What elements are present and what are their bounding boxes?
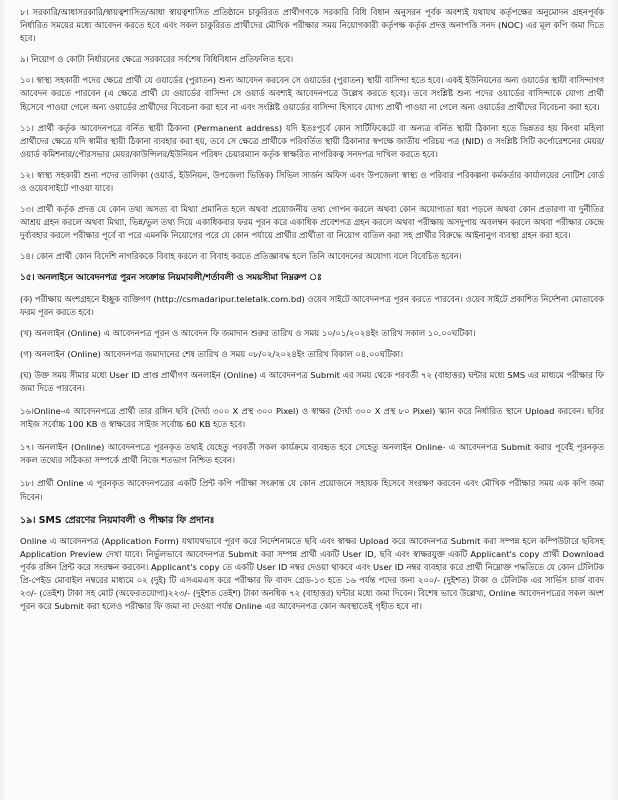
clause-13: ১৩। প্রার্থী কর্তৃক প্রদত্ত যে কোন তথ্য অসত্য বা মিথ্যা প্রমানিত হলে অথবা প্রয়োজনীয় তথ্য গোপন করলে অথবা কোন অযোগ্যতা ধরা পড়লে অথবা কোন প্রতারণা বা দুর্নীতির আশ্রয় গ্রহন করলে অথবা মিথ্যা, ভিন্ন/ভুল তথ্য দিয়ে একাধিকবার ফরম পূরন করে একাধিক প্রবেশপত্র গ্রহন করলে অথবা পরীক্ষায় অসদুপায় অবলম্বন করলে অথবা পরীক্ষার কেন্দ্রে দুর্ব্যবহার করলে পরীক্ষার পূর্বে বা পরে এমনকি নিয়োগের পরে যে কোন পর্যায়ে প্রার্থীর প্রার্থীতা বা নিয়োগ বাতিল করা সহ প্রার্থীর বিরুদ্ধে আইনানুগ ব্যবস্থা গ্রহন করা হবে। xyxy=(20,204,604,241)
clause-15-kha: (খ) অনলাইন (Online) এ আবেদনপত্র পূরন ও আবেদন ফি জমাদান শুরুর তারিখ ও সময় ১০/০১/২০২৪ইং তারিখ সকাল ১০.০০ঘটিকা। xyxy=(20,327,476,338)
clause-15-gha: (ঘ) উক্ত সময় সীমার মধ্যে User ID প্রাপ্ত প্রার্থীগণ অনলাইন (Online) এ আবেদনপত্র Submit এর সময় থেকে পরবর্তী ৭২ (বাহাত্তর) ঘন্টার মধ্যে SMS এর মাধ্যমে পরীক্ষার ফি জমা দিতে পারবেন। xyxy=(20,369,604,393)
clause-10: ১০। স্বাস্থ্য সহকারী পদের ক্ষেত্রে প্রার্থী যে ওয়ার্ডের (পুরাতন) শুন্য আবেদন করবেন সে ওয়ার্ডের (পুরাতন) স্থায়ী বাসিন্দা হতে হবে। একই ইউনিয়নের অন্য ওয়ার্ডের স্থায়ী বাসিন্দাগণ আবেদন করতে পারবেন (এ ক্ষেত্রে প্রার্থী যে ওয়ার্ডের বাসিন্দা সে ওয়ার্ড অবশ্যই আবেদনপত্রে উল্লেখ করতে হবে)। তবে সংশ্লিষ্ট শুন্য পদের ওয়ার্ডের বাসিন্দাকে যোগ্য প্রার্থী হিসেবে পাওয়া গেলে অন্য ওয়ার্ডের প্রার্থীদের বিবেচনা করা হবে না এবং সংশ্লিষ্ট ওয়ার্ডের বাসিন্দা হিসাবে যোগ্য প্রার্থী পাওয়া না গেলে অন্য ওয়ার্ডের প্রার্থীদের বিবেচনা করা হবে। xyxy=(20,75,604,112)
clause-15-ka: (ক) পরীক্ষায় অংশগ্রহনে ইচ্ছুক ব্যক্তিগণ (http://csmadaripur.teletalk.com.bd) ওয়েব সাইটে আবেদনপত্র পূরন করতে পারবেন। ওয়েব সাইটে প্রকাশিত নির্দেশনা মোতাবেক ফরম পূরন করতে হবে। xyxy=(20,293,604,317)
clause-17: ১৭। অনলাইন (Online) আবেদনপত্রে পূরনকৃত তথ্যই যেহেতু পরবর্তী সকল কার্যক্রমে ব্যবহৃত হবে সেহেতু অনলাইন Online- এ আবেদনপত্র Submit করার পূর্বেই পূরনকৃত সকল তথ্যের সঠিকতা সম্পর্কে প্রার্থী নিজে শতভাগ নিশ্চিত হবেন। xyxy=(20,442,604,466)
clause-19-body: Online এ আবেদনপত্র (Application Form) যথাযথভাবে পূরণ করে নির্দেশনামতে ছবি এবং স্বাক্ষর Upload করে আবেদনপত্র Submit করা সম্পন্ন হলে কম্পিউটারে ছবিসহ Application Preview দেখা যাবে। নির্ভুলভাবে আবেদনপত্র Submit করা সম্পন্ন প্রার্থী একটি User ID, ছবি এবং স্বাক্ষরযুক্ত একটি Applicant's copy প্রার্থী Download পূর্বক রঙ্গিন প্রিন্ট করে সংরক্ষন করবেন। Applicant's copy তে একটি User ID নম্বর দেওয়া থাকবে এবং User ID নম্বর ব্যবহার করে প্রার্থী নিম্নোক্ত পদ্ধতিতে যে কোন টেলিটক প্রি-পেইড মোবাইল নম্বরের মাধ্যমে ০২ (দুই) টি এসএমএস করে পরীক্ষার ফি বাবদ গ্রেড-১৩ হতে ১৬ পর্যন্ত পদের জন্য ২০০/- (দুইশত) টাকা ও টেলিটক এর সার্ভিস চার্জ বাবদ ২৩/- (তেইশ) টাকা সহ মোট (অফেরতযোগ্য)২২৩/- (দুইশত তেইশ) টাকা অনধিক ৭২ (বাহাত্তর) ঘন্টার মধ্যে জমা দিবেন। বিশেষ ভাবে উল্লেখ্য, Online আবেদনপত্রের সকল অংশ পূরন করে Submit করা হলেও পরীক্ষার ফি জমা না দেওয়া পর্যন্ত Online এর আবেদনপত্র কোন অবস্থাতেই গৃহীত হবে না। xyxy=(20,535,604,612)
clause-18: ১৮। প্রার্থী Online এ পূরনকৃত আবেদনপত্রের একটি প্রিন্ট কপি পরীক্ষা সংক্রান্ত যে কোন প্রয়োজনে সহায়ক হিসেবে সংরক্ষণ করবেন এবং মৌখিক পরীক্ষার সময় এক কপি জমা দিবেন। xyxy=(20,478,604,502)
clause-15-ga: (গ) অনলাইন (Online) আবেদনপত্র জমাদানের শেষ তারিখ ও সময় ০৮/০২/২০২৪ইং তারিখ বিকাল ০৪.০০ঘটিকা। xyxy=(20,348,404,359)
clause-12: ১২। স্বাস্থ্য সহকারী শুন্য পদের তালিকা (ওয়ার্ড, ইউনিয়ন, উপজেলা ভিত্তিক) সিভিল সার্জন অফিস এবং উপজেলা স্বাস্থ্য ও পরিবার পরিকল্পনা কর্মকর্তার কার্যালয়ের নোটিশ বোর্ড ও ওয়েবসাইটে পাওয়া যাবে। xyxy=(20,169,604,194)
clause-16: ১৬।Online-এ আবেদনপত্রে প্রার্থী তার রঙ্গিন ছবি (দৈর্ঘ্য ৩০০ X প্রস্থ ৩০০ Pixel) ও স্বাক্ষর (দৈর্ঘ্য ৩০০ X প্রস্থ ৮০ Pixel) স্ক্যান করে নির্ধারিত স্থানে Upload করবেন। ছবির সাইজ সর্বোচ্চ 100 KB ও স্বাক্ষরের সাইজ সর্বোচ্চ 60 KB হতে হবে। xyxy=(20,406,604,430)
clause-11: ১১। প্রার্থী কর্তৃক আবেদনপত্রে বর্নিত স্থায়ী ঠিকানা (Permanent address) যদি ইতঃপূর্বে কোন সার্টিফিকেটে বা অন্যত্র বর্নিত স্থায়ী ঠিকানা হতে ভিন্নতর হয় কিংবা মহিলা প্রার্থীদের ক্ষেত্রে যদি স্বামীর স্থায়ী ঠিকানা ব্যবহার করা হয়, তবে সে ক্ষেত্রে প্রার্থীকে পরিবর্তিত স্থায়ী ঠিকানার স্বপক্ষে জাতীয় পরিচয় পত্র (NID) ও সংশ্লিষ্ট সিটি কর্পোরেশনের মেয়র/ওয়ার্ড কমিশনার/পৌরসভার মেয়র/কাউন্সিলর/ইউনিয়ন পরিষদ চেয়ারম্যান কর্তৃক স্বাক্ষরিত নাগরিকত্ব সনদপত্র দাখিল করতে হবে। xyxy=(20,122,604,159)
section-19-heading: ১৯। SMS প্রেরণের নিয়মাবলী ও পীক্ষার ফি প্রদানঃ xyxy=(20,514,215,526)
clause-8: ৮। সরকারি/আধাসরকারি/স্বায়ত্বশাসিত/আধা স্বায়ত্বশাসিত প্রতিষ্ঠানে চাকুরিরত প্রার্থীগণকে সরকারি বিধি বিধান অনুসরন পূর্বক অবশ্যই যথাযথ কর্তৃপক্ষের অনুমোদন গ্রহনপূর্বক নির্ধারিত সময়ের মধ্যে আবেদন করতে হবে এবং সকল চাকুরিরত প্রার্থীদের মৌখিক পরীক্ষার সময় নিয়োগকারী কর্তৃপক্ষ কর্তৃক প্রদত্ত অনাপত্তি সনদ (NOC) এর মূল কপি জমা দিতে হবে। xyxy=(20,7,604,44)
clause-9: ৯। নিয়োগ ও কোটা নির্ধারনের ক্ষেত্রে সরকারের সর্বশেষ বিধিবিধান প্রতিফলিত হবে। xyxy=(20,54,294,65)
section-15-heading: ১৫। অনলাইনে আবেদনপত্র পুরন সংক্রান্ত নিয়মাবলী/শর্তাবলী ও সময়সীমা নিম্নরুপ ঃ xyxy=(20,272,322,283)
clause-14: ১৪। কোন প্রার্থী কোন বিদেশি নাগরিককে বিবাহ করলে বা বিবাহ করতে প্রতিজ্ঞাবদ্ধ হলে তিনি আবেদনের অযোগ্য বলে বিবেচিত হবেন। xyxy=(20,251,462,262)
